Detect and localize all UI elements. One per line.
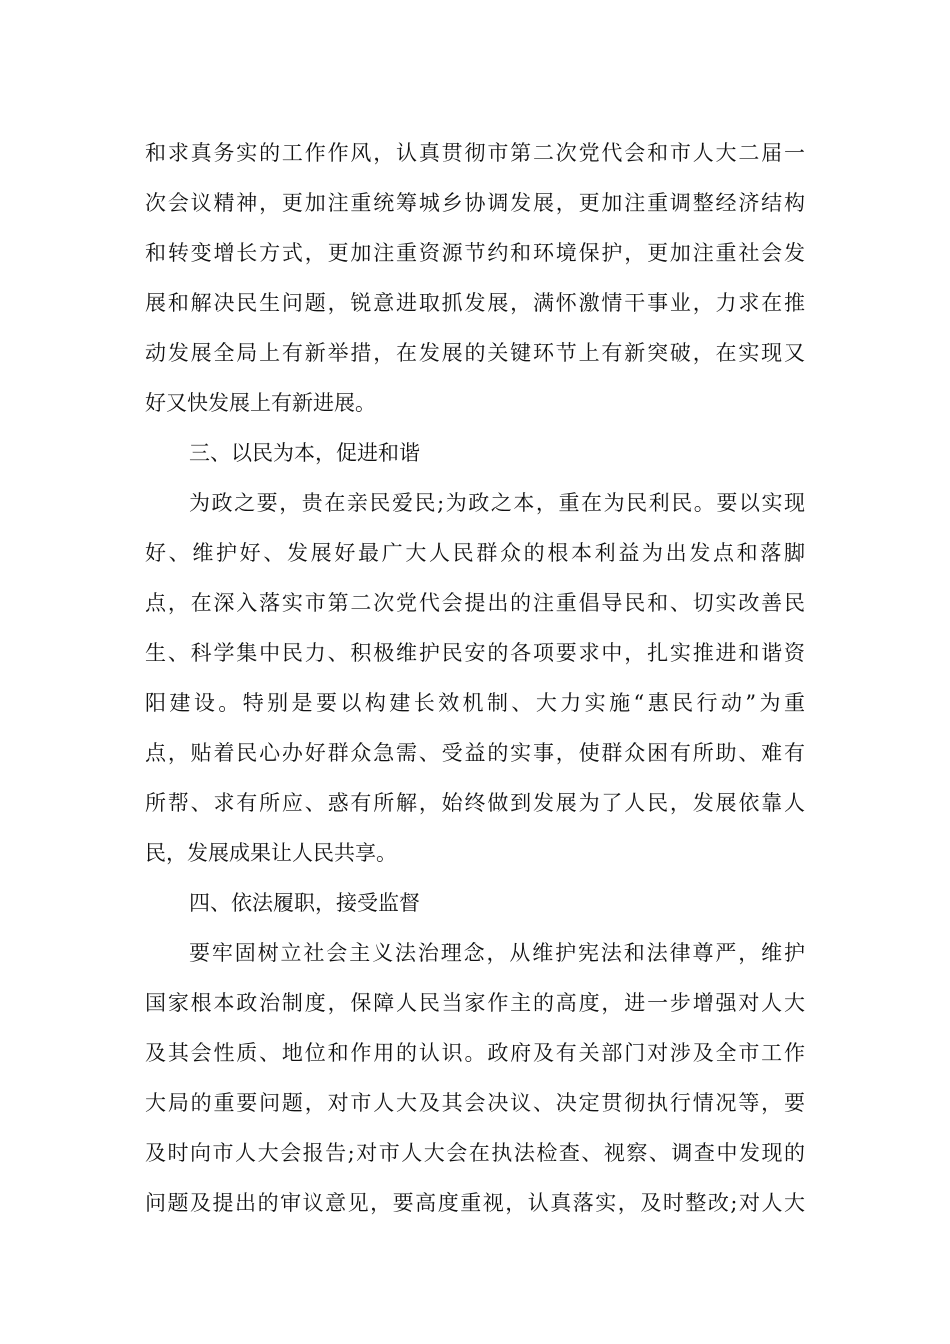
paragraph-line: 及其会性质、地位和作用的认识。政府及有关部门对涉及全市工作 bbox=[145, 1041, 805, 1065]
paragraph-line: 点，贴着民心办好群众急需、受益的实事，使群众困有所助、难有 bbox=[145, 741, 805, 765]
paragraph-line: 要牢固树立社会主义法治理念，从维护宪法和法律尊严，维护 bbox=[189, 941, 805, 965]
paragraph-line: 为政之要，贵在亲民爱民;为政之本，重在为民利民。要以实现 bbox=[189, 491, 805, 515]
paragraph-line: 和转变增长方式，更加注重资源节约和环境保护，更加注重社会发 bbox=[145, 241, 805, 265]
paragraph-line: 展和解决民生问题，锐意进取抓发展，满怀激情干事业，力求在推 bbox=[145, 291, 805, 315]
paragraph-line: 大局的重要问题，对市人大及其会决议、决定贯彻执行情况等，要 bbox=[145, 1091, 805, 1115]
paragraph-line: 生、科学集中民力、积极维护民安的各项要求中，扎实推进和谐资 bbox=[145, 641, 805, 665]
section-heading: 四、依法履职，接受监督 bbox=[189, 891, 420, 915]
paragraph-line: 民，发展成果让人民共享。 bbox=[145, 841, 397, 865]
paragraph-line: 及时向市人大会报告;对市人大会在执法检查、视察、调查中发现的 bbox=[145, 1141, 805, 1165]
paragraph-line: 动发展全局上有新举措，在发展的关键环节上有新突破，在实现又 bbox=[145, 341, 805, 365]
paragraph-line: 次会议精神，更加注重统筹城乡协调发展，更加注重调整经济结构 bbox=[145, 191, 805, 215]
paragraph-line: 阳建设。特别是要以构建长效机制、大力实施“惠民行动”为重 bbox=[145, 691, 805, 715]
document-body bbox=[145, 128, 805, 1228]
paragraph-line: 好又快发展上有新进展。 bbox=[145, 391, 376, 415]
paragraph-line: 问题及提出的审议意见，要高度重视，认真落实，及时整改;对人大 bbox=[145, 1191, 805, 1215]
paragraph-line: 和求真务实的工作作风，认真贯彻市第二次党代会和市人大二届一 bbox=[145, 141, 805, 165]
paragraph-line: 所帮、求有所应、惑有所解，始终做到发展为了人民，发展依靠人 bbox=[145, 791, 805, 815]
section-heading: 三、以民为本，促进和谐 bbox=[189, 441, 420, 465]
paragraph-line: 好、维护好、发展好最广大人民群众的根本利益为出发点和落脚 bbox=[145, 541, 805, 565]
paragraph-line: 点，在深入落实市第二次党代会提出的注重倡导民和、切实改善民 bbox=[145, 591, 805, 615]
paragraph-line: 国家根本政治制度，保障人民当家作主的高度，进一步增强对人大 bbox=[145, 991, 805, 1015]
